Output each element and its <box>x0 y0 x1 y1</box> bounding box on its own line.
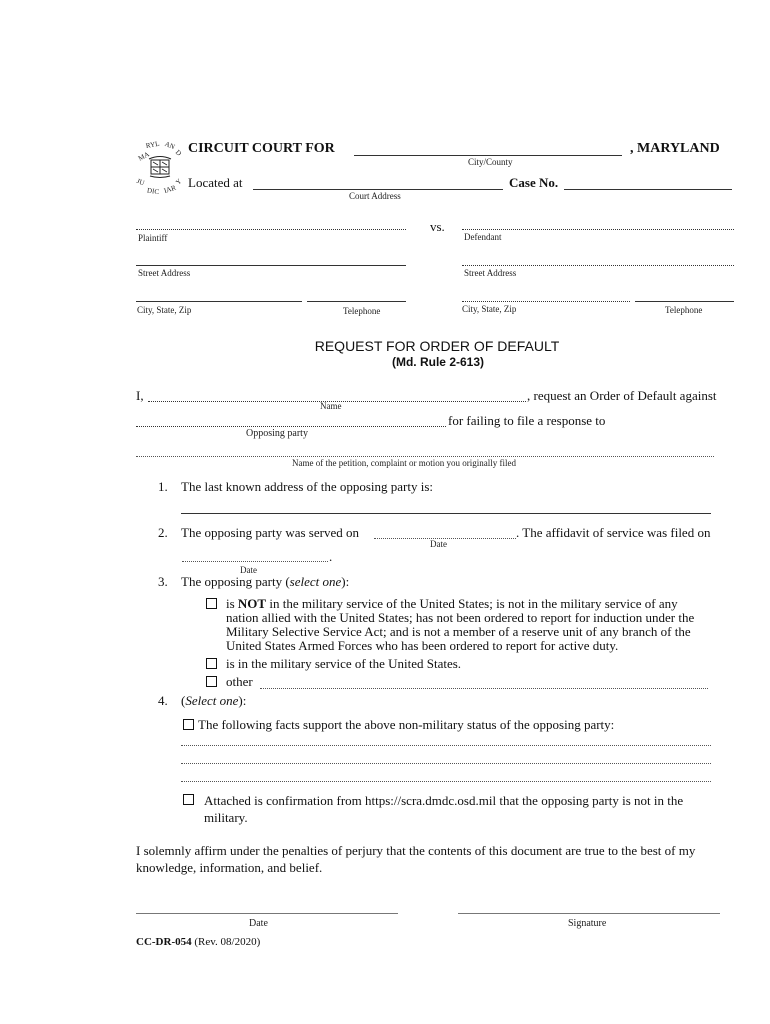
svg-text:Y: Y <box>174 177 184 187</box>
item1-text: The last known address of the opposing party is: <box>181 479 434 494</box>
item2-text-b: . The affidavit of service was filed on <box>516 525 711 540</box>
plaintiff-field[interactable] <box>136 229 406 230</box>
item4-number: 4. <box>158 693 168 708</box>
not-military-checkbox[interactable] <box>206 598 217 609</box>
petition-field[interactable] <box>136 456 714 457</box>
defendant-street-field[interactable] <box>462 265 734 266</box>
date-signature-label: Date <box>249 918 268 929</box>
defendant-city-label: City, State, Zip <box>462 304 517 314</box>
item3-text: The opposing party (select one): <box>181 574 350 589</box>
attached-text: Attached is confirmation from https://scra.dmdc.osd.mil that the opposing party is not in the military. <box>204 793 684 825</box>
name-label: Name <box>320 401 342 411</box>
svg-text:RYL: RYL <box>145 139 161 150</box>
not-military-text: is NOT in the military service of the United States; is not in the military service of any nation allied with the United States; has not been ordered to report for induction under the Military Selective Service Act; and is not a member of a reserve unit of any branch of the United States Armed Forces who has been ordered to report for active duty. <box>226 596 695 653</box>
located-at-label: Located at <box>188 175 243 190</box>
item2-text-a: The opposing party was served on <box>181 525 359 540</box>
court-address-field[interactable] <box>253 189 503 190</box>
defendant-field[interactable] <box>462 229 734 230</box>
facts-line-2[interactable] <box>181 763 711 764</box>
vs-label: vs. <box>430 219 445 234</box>
request-text: , request an Order of Default against <box>527 388 717 403</box>
defendant-phone-field[interactable] <box>635 301 734 302</box>
defendant-label: Defendant <box>464 232 502 242</box>
svg-text:D: D <box>173 148 183 158</box>
i-label: I, <box>136 388 144 403</box>
plaintiff-label: Plaintiff <box>138 233 168 243</box>
in-military-text: is in the military service of the United States. <box>226 656 462 671</box>
svg-text:MA: MA <box>136 150 151 163</box>
date-signature-field[interactable] <box>136 913 398 914</box>
plaintiff-city-field[interactable] <box>136 301 302 302</box>
facts-line-1[interactable] <box>181 745 711 746</box>
signature-label: Signature <box>568 918 607 929</box>
other-field[interactable] <box>260 688 708 689</box>
facts-text: The following facts support the above non-military status of the opposing party: <box>198 717 615 732</box>
svg-text:IAR: IAR <box>162 183 177 196</box>
item2-period: . <box>329 549 333 564</box>
court-for-label: CIRCUIT COURT FOR <box>188 141 335 156</box>
maryland-label: , MARYLAND <box>630 141 720 156</box>
failing-text: for failing to file a response to <box>448 413 606 428</box>
svg-text:DIC: DIC <box>146 186 160 196</box>
item2-number: 2. <box>158 525 168 540</box>
in-military-checkbox[interactable] <box>206 658 217 669</box>
plaintiff-street-field[interactable] <box>136 265 406 266</box>
affidavit-date-field[interactable] <box>182 561 328 562</box>
served-date-label: Date <box>430 539 447 549</box>
facts-checkbox[interactable] <box>183 719 194 730</box>
affirmation-text: I solemnly affirm under the penalties of perjury that the contents of this document are true to the best of my knowledge, information, and belief. <box>136 843 696 875</box>
signature-field[interactable] <box>458 913 720 914</box>
case-no-field[interactable] <box>564 189 732 190</box>
svg-text:AN: AN <box>163 139 176 152</box>
attached-checkbox[interactable] <box>183 794 194 805</box>
plaintiff-city-label: City, State, Zip <box>137 305 192 315</box>
maryland-judiciary-seal <box>134 138 186 196</box>
plaintiff-phone-field[interactable] <box>307 301 406 302</box>
court-address-label: Court Address <box>349 191 401 201</box>
plaintiff-street-label: Street Address <box>138 268 191 278</box>
plaintiff-phone-label: Telephone <box>343 306 381 316</box>
facts-line-3[interactable] <box>181 781 711 782</box>
opposing-party-field[interactable] <box>136 426 446 427</box>
city-county-field[interactable] <box>354 155 622 156</box>
last-known-address-field[interactable] <box>181 513 711 514</box>
petition-label: Name of the petition, complaint or motion you originally filed <box>292 458 516 468</box>
seal-icon <box>134 138 186 196</box>
rule-subtitle: (Md. Rule 2-613) <box>391 355 484 369</box>
item1-number: 1. <box>158 479 168 494</box>
opposing-party-label: Opposing party <box>246 428 308 439</box>
defendant-street-label: Street Address <box>464 268 517 278</box>
affidavit-date-label: Date <box>240 565 257 575</box>
form-code: CC-DR-054 (Rev. 08/2020) <box>136 936 261 948</box>
item3-number: 3. <box>158 574 168 589</box>
form-title: REQUEST FOR ORDER OF DEFAULT <box>314 338 560 354</box>
other-checkbox[interactable] <box>206 676 217 687</box>
defendant-phone-label: Telephone <box>665 305 703 315</box>
other-label: other <box>226 674 253 689</box>
svg-text:JU: JU <box>135 176 146 188</box>
defendant-city-field[interactable] <box>462 301 630 302</box>
city-county-label: City/County <box>468 157 513 167</box>
case-no-label: Case No. <box>509 175 559 190</box>
item4-text: (Select one): <box>181 693 247 708</box>
